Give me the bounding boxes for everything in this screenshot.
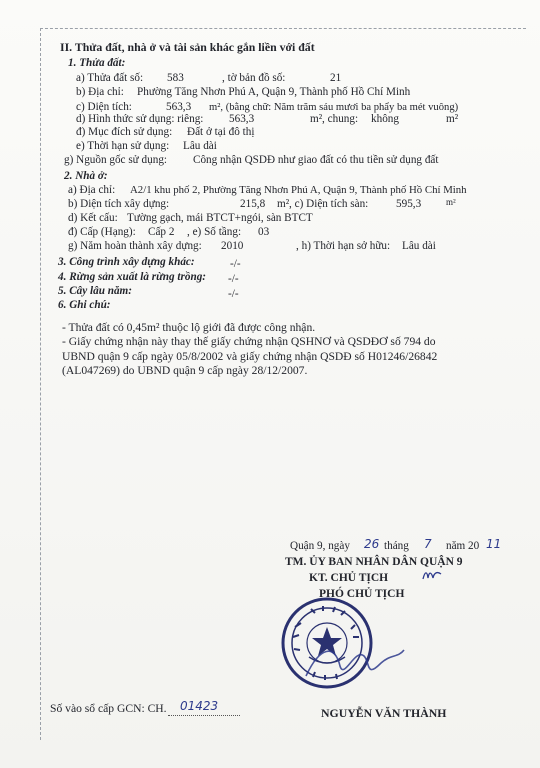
forest-value: -/- bbox=[228, 273, 239, 285]
use-shared-label: m², chung: bbox=[310, 113, 359, 125]
parcel-number: 583 bbox=[167, 72, 184, 84]
dashed-border-top bbox=[40, 28, 526, 29]
note-line: - Giấy chứng nhận này thay thế giấy chứng nhận QSHNƠ và QSDĐƠ số 794 do bbox=[62, 335, 436, 348]
purpose-label: đ) Mục đích sử dụng: bbox=[76, 126, 173, 138]
origin-value: Công nhận QSDĐ như giao đất có thu tiền sử dụng đất bbox=[193, 154, 439, 166]
origin-label: g) Nguồn gốc sử dụng: bbox=[64, 154, 168, 166]
term-label: e) Thời hạn sử dụng: bbox=[76, 140, 170, 152]
initials-mark bbox=[421, 568, 443, 582]
note-line: (AL047269) do UBND quận 9 cấp ngày 28/12/2007. bbox=[62, 364, 308, 377]
structure-label: d) Kết cấu: bbox=[68, 212, 118, 224]
sign-month-handwritten: 7 bbox=[424, 537, 432, 551]
structure-value: Tường gạch, mái BTCT+ngói, sàn BTCT bbox=[127, 212, 313, 224]
perennial-value: -/- bbox=[228, 288, 239, 300]
floors-value: 03 bbox=[258, 226, 270, 238]
area-label: c) Diện tích: bbox=[76, 101, 132, 113]
grade-value: Cấp 2 bbox=[148, 226, 175, 238]
other-works-value: -/- bbox=[230, 258, 241, 270]
sign-year-handwritten: 11 bbox=[486, 537, 502, 551]
year-value: 2010 bbox=[221, 240, 244, 252]
house-address: A2/1 khu phố 2, Phường Tăng Nhơn Phú A, Quận 9, Thành phố Hồ Chí Minh bbox=[130, 184, 467, 196]
area-in-words: m², (bằng chữ: Năm trăm sáu mươi ba phẩy ba mét vuông) bbox=[209, 102, 459, 113]
sign-month-label: tháng bbox=[384, 540, 409, 552]
floor-area-value: 595,3 bbox=[396, 198, 422, 210]
ownership-label: , h) Thời hạn sở hữu: bbox=[296, 240, 391, 252]
dashed-border-left bbox=[40, 28, 41, 740]
other-works-title: 3. Công trình xây dựng khác: bbox=[58, 256, 195, 268]
floor-area-unit: m² bbox=[446, 197, 456, 207]
vice-chairman: PHÓ CHỦ TỊCH bbox=[319, 588, 405, 600]
note-line: - Thửa đất có 0,45m² thuộc lộ giới đã được công nhận. bbox=[62, 321, 316, 334]
year-label: g) Năm hoàn thành xây dựng: bbox=[68, 240, 202, 252]
build-area-label: b) Diện tích xây dựng: bbox=[68, 198, 170, 210]
registry-underline bbox=[168, 715, 240, 716]
grade-label: đ) Cấp (Hạng): bbox=[68, 226, 136, 238]
ownership-value: Lâu dài bbox=[402, 240, 436, 252]
floors-label: , e) Số tầng: bbox=[187, 226, 242, 238]
sign-year-label: năm 20 bbox=[446, 540, 480, 552]
land-title: 1. Thửa đất: bbox=[68, 57, 126, 69]
house-address-label: a) Địa chỉ: bbox=[68, 184, 116, 196]
map-label: , tờ bản đồ số: bbox=[222, 72, 286, 84]
purpose-value: Đất ở tại đô thị bbox=[187, 126, 255, 138]
house-title: 2. Nhà ở: bbox=[64, 170, 108, 182]
term-value: Lâu dài bbox=[183, 140, 217, 152]
sign-day-handwritten: 26 bbox=[364, 537, 380, 551]
build-area-value: 215,8 bbox=[240, 198, 266, 210]
registry-number-handwritten: 01423 bbox=[180, 699, 219, 713]
registry-label: Số vào sổ cấp GCN: CH. bbox=[50, 702, 167, 715]
note-line: UBND quận 9 cấp ngày 05/8/2002 và giấy chứng nhận QSDĐ số H01246/26842 bbox=[62, 350, 438, 363]
sign-place: Quận 9, ngày bbox=[290, 540, 350, 552]
section-title: II. Thửa đất, nhà ở và tài sản khác gắn liền với đất bbox=[60, 40, 315, 54]
land-address-label: b) Địa chỉ: bbox=[76, 86, 124, 98]
signer-name: NGUYỄN VĂN THÀNH bbox=[321, 706, 447, 720]
kt-chairman: KT. CHỦ TỊCH bbox=[309, 572, 389, 584]
perennial-title: 5. Cây lâu năm: bbox=[58, 285, 132, 297]
use-form-label: d) Hình thức sử dụng: riêng: bbox=[76, 113, 204, 125]
use-shared-unit: m² bbox=[446, 113, 459, 125]
land-address: Phường Tăng Nhơn Phú A, Quận 9, Thành phố Hồ Chí Minh bbox=[137, 86, 411, 98]
forest-title: 4. Rừng sản xuất là rừng trồng: bbox=[58, 271, 207, 283]
notes-title: 6. Ghi chú: bbox=[58, 299, 111, 311]
signature-scribble bbox=[300, 636, 410, 688]
floor-area-label: m², c) Diện tích sàn: bbox=[277, 198, 369, 210]
parcel-label: a) Thửa đất số: bbox=[76, 72, 144, 84]
authority-title: TM. ỦY BAN NHÂN DÂN QUẬN 9 bbox=[285, 556, 463, 568]
use-private-value: 563,3 bbox=[229, 113, 255, 125]
use-shared-value: không bbox=[371, 113, 399, 125]
map-number: 21 bbox=[330, 72, 342, 84]
area-value: 563,3 bbox=[166, 101, 192, 113]
